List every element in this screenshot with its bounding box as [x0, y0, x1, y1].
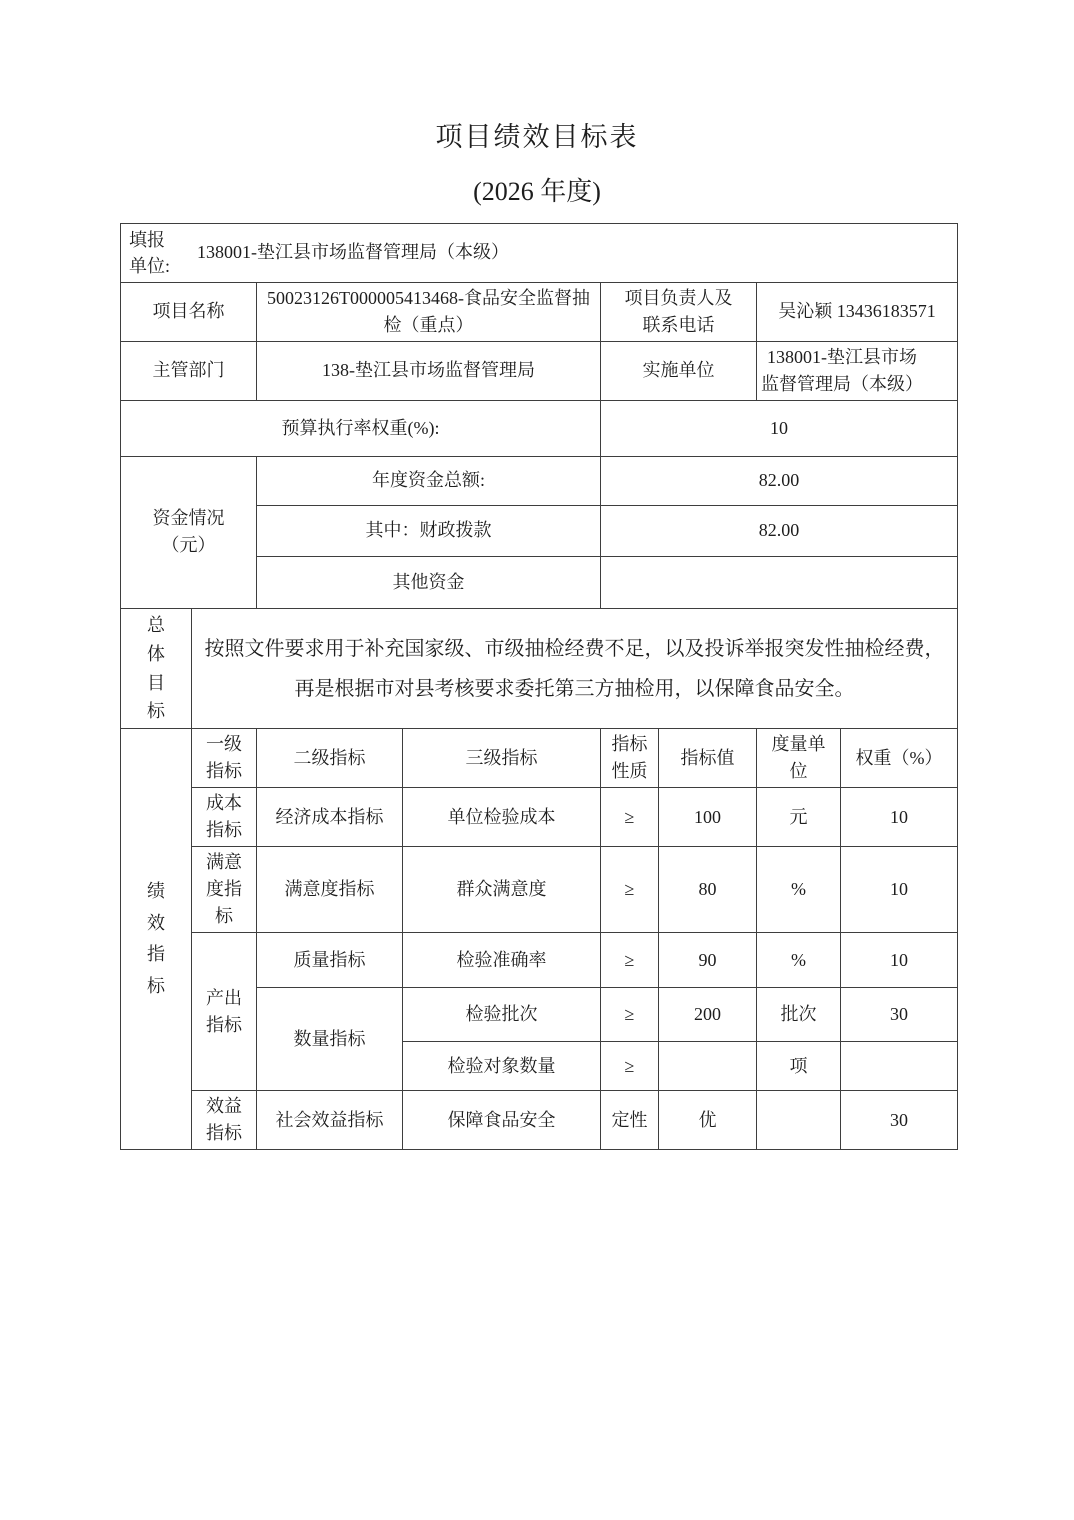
fill-unit-flex: [125, 227, 953, 279]
leader-value: 吴沁颖 13436183571: [757, 282, 958, 341]
funds-fiscal-value: 82.00: [601, 505, 958, 556]
fill-unit-value: 138001-垫江县市场监督管理局（本级）: [197, 242, 509, 263]
batches-level3: 检验批次: [403, 988, 601, 1042]
satisfaction-level3: 群众满意度: [403, 847, 601, 933]
satisfaction-level1: 满意度指标: [192, 847, 257, 933]
overall-goal-text: 按照文件要求用于补充国家级、市级抽检经费不足，以及投诉举报突发性抽检经费，再是根据市对县考核要求委托第三方抽检用，以保障食品安全。: [204, 637, 945, 700]
header-level2: 二级指标: [257, 729, 403, 788]
satisfaction-level2: 满意度指标: [257, 847, 403, 933]
batches-nature: ≥: [601, 988, 659, 1042]
benefit-nature: 定性: [601, 1091, 659, 1150]
budget-weight-row: [121, 400, 958, 456]
project-name-row: [121, 282, 958, 341]
indicator-row-benefit: [121, 1091, 958, 1150]
satisfaction-unit: %: [757, 847, 841, 933]
dept-row: [121, 341, 958, 400]
indicator-header-row: [121, 729, 958, 788]
cost-level2: 经济成本指标: [257, 788, 403, 847]
batches-unit: 批次: [757, 988, 841, 1042]
impl-label: 实施单位: [601, 341, 757, 400]
quality-nature: ≥: [601, 933, 659, 988]
fill-unit-row: [121, 223, 958, 282]
satisfaction-value: 80: [659, 847, 757, 933]
overall-goal-label: 总体目标: [121, 608, 192, 728]
funds-row-total: [121, 456, 958, 505]
header-weight: 权重（%）: [841, 729, 958, 788]
benefit-unit: [757, 1091, 841, 1150]
performance-target-table: [120, 223, 958, 1150]
budget-weight-value: 10: [601, 400, 958, 456]
funds-label: 资金情况（元）: [121, 456, 257, 608]
quality-value: 90: [659, 933, 757, 988]
funds-other-value: [601, 556, 958, 608]
overall-goal-text-cell: [192, 608, 958, 728]
benefit-weight: 30: [841, 1091, 958, 1150]
overall-goal-row: [121, 608, 958, 728]
header-unit: 度量单位: [757, 729, 841, 788]
page-subtitle: (2026 年度): [473, 177, 601, 207]
satisfaction-weight: 10: [841, 847, 958, 933]
benefit-value: 优: [659, 1091, 757, 1150]
objects-value: [659, 1042, 757, 1091]
page-title: 项目绩效目标表: [435, 122, 639, 152]
header-level1: 一级指标: [192, 729, 257, 788]
funds-fiscal-label: 其中：财政拨款: [257, 505, 601, 556]
header-level3: 三级指标: [403, 729, 601, 788]
benefit-level3: 保障食品安全: [403, 1091, 601, 1150]
header-nature: 指标性质: [601, 729, 659, 788]
indicator-row-satisfaction: [121, 847, 958, 933]
batches-value: 200: [659, 988, 757, 1042]
cost-nature: ≥: [601, 788, 659, 847]
performance-indicators-side-label: 绩效指标: [121, 729, 192, 1150]
cost-value: 100: [659, 788, 757, 847]
header-value: 指标值: [659, 729, 757, 788]
dept-label: 主管部门: [121, 341, 257, 400]
indicator-row-quality: [121, 933, 958, 988]
leader-label: 项目负责人及联系电话: [601, 282, 757, 341]
fill-unit-cell: [121, 223, 958, 282]
funds-total-value: 82.00: [601, 456, 958, 505]
output-level1: 产出指标: [192, 933, 257, 1091]
objects-weight: [841, 1042, 958, 1091]
objects-unit: 项: [757, 1042, 841, 1091]
cost-level3: 单位检验成本: [403, 788, 601, 847]
cost-unit: 元: [757, 788, 841, 847]
project-name-value: 50023126T000005413468-食品安全监督抽检（重点）: [257, 282, 601, 341]
indicator-row-cost: [121, 788, 958, 847]
funds-total-label: 年度资金总额:: [257, 456, 601, 505]
quantity-level2: 数量指标: [257, 988, 403, 1091]
fill-unit-label: 填报单位:: [129, 229, 171, 276]
project-name-label: 项目名称: [121, 282, 257, 341]
quality-level3: 检验准确率: [403, 933, 601, 988]
quality-weight: 10: [841, 933, 958, 988]
satisfaction-nature: ≥: [601, 847, 659, 933]
quality-level2: 质量指标: [257, 933, 403, 988]
impl-value: 138001-垫江县市场监督管理局（本级）: [757, 341, 958, 400]
objects-level3: 检验对象数量: [403, 1042, 601, 1091]
quality-unit: %: [757, 933, 841, 988]
batches-weight: 30: [841, 988, 958, 1042]
benefit-level2: 社会效益指标: [257, 1091, 403, 1150]
dept-value: 138-垫江县市场监督管理局: [257, 341, 601, 400]
funds-other-label: 其他资金: [257, 556, 601, 608]
cost-weight: 10: [841, 788, 958, 847]
cost-level1: 成本指标: [192, 788, 257, 847]
budget-weight-label: 预算执行率权重(%):: [121, 400, 601, 456]
benefit-level1: 效益指标: [192, 1091, 257, 1150]
objects-nature: ≥: [601, 1042, 659, 1091]
